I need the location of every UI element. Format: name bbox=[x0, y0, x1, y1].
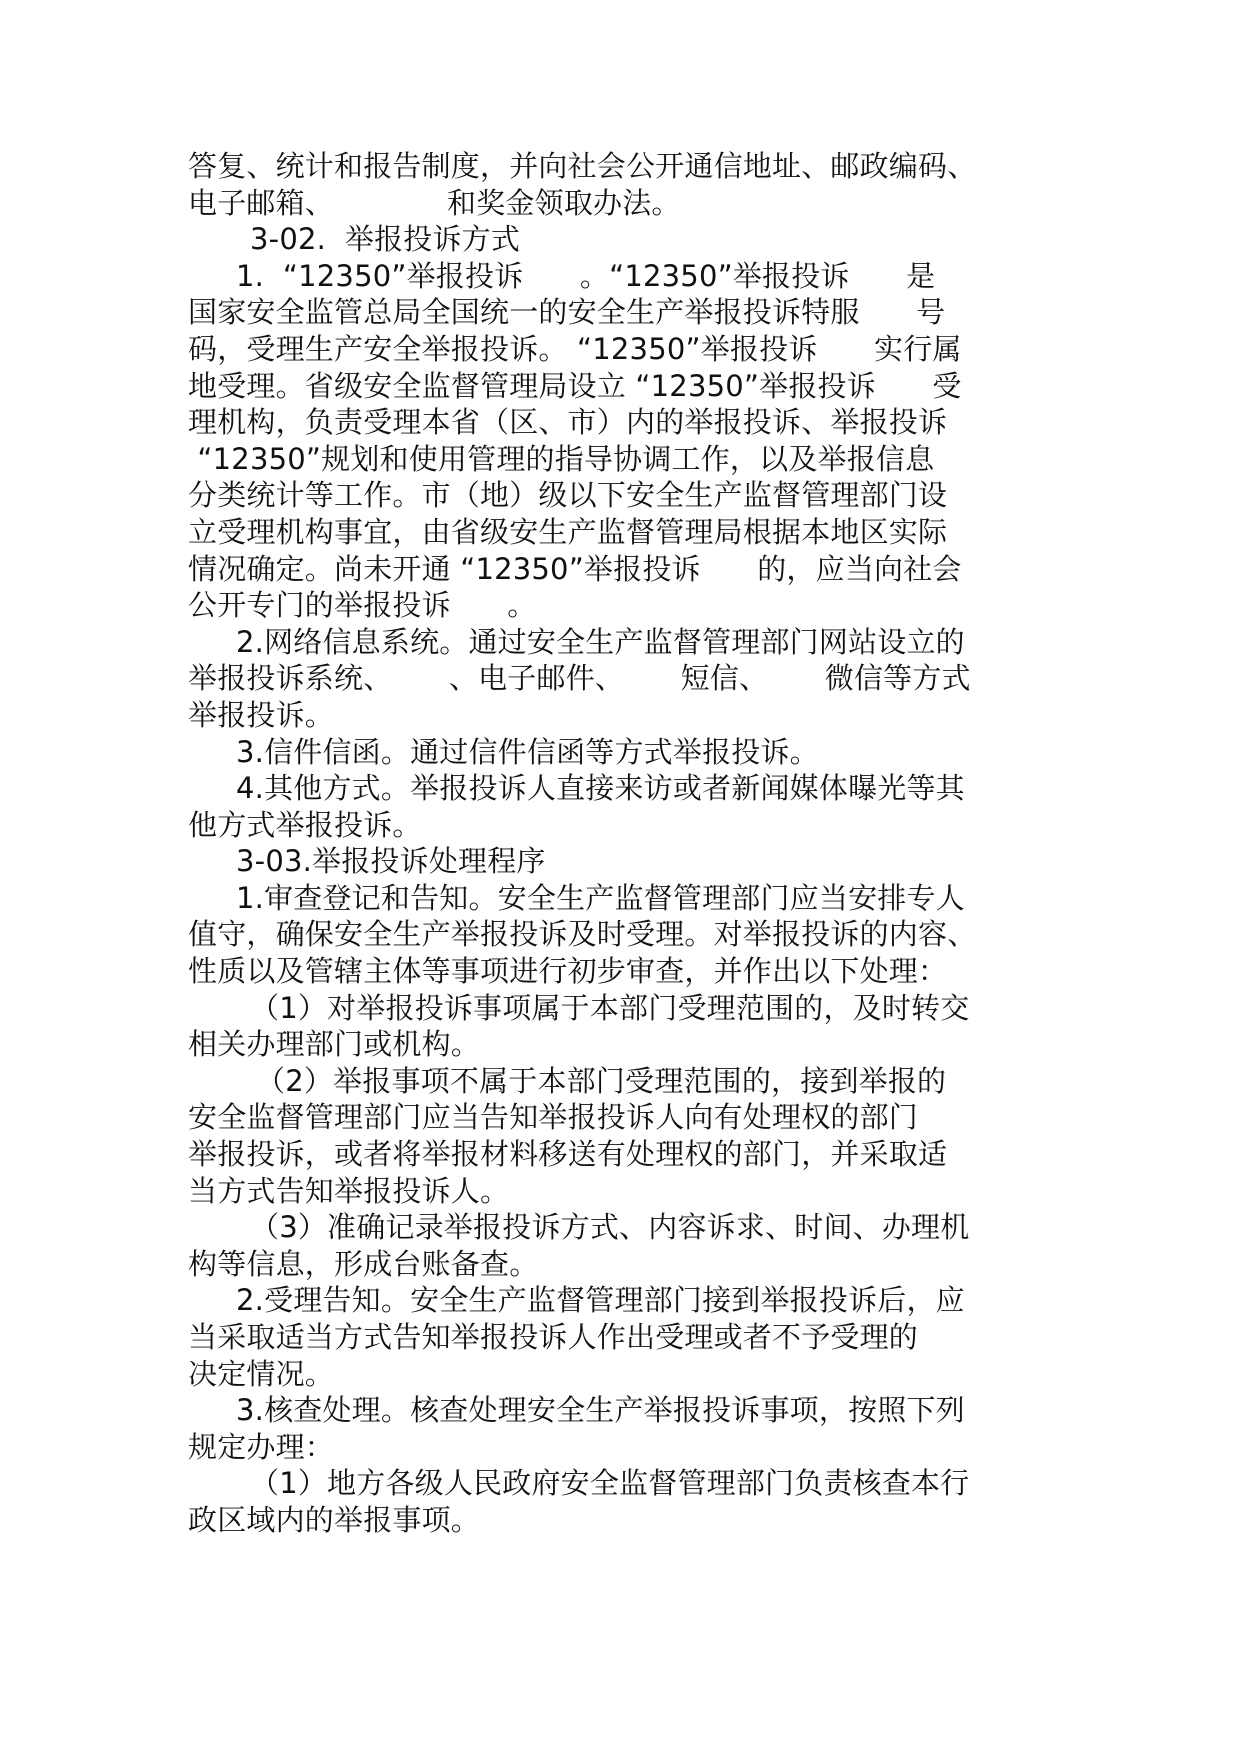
body-line-1: 答复、统计和报告制度，并向社会公开通信地址、邮政编码、 bbox=[188, 149, 977, 183]
body-line-33: 当采取适当方式告知举报投诉人作出受理或者不予受理的 bbox=[188, 1320, 919, 1354]
body-line-5: 国家安全监管总局全国统一的安全生产举报投诉特服 号 bbox=[188, 295, 946, 330]
body-line-18: 4.其他方式。举报投诉人直接来访或者新闻媒体曝光等其 bbox=[236, 771, 965, 806]
body-line-35: 3.核查处理。核查处理安全生产举报投诉事项，按照下列 bbox=[236, 1393, 965, 1428]
body-line-29: 当方式告知举报投诉人。 bbox=[188, 1173, 510, 1208]
body-line-34: 决定情况。 bbox=[188, 1356, 335, 1391]
body-line-25: 相关办理部门或机构。 bbox=[188, 1027, 481, 1062]
body-line-13: 公开专门的举报投诉 。 bbox=[188, 588, 537, 623]
body-line-15: 举报投诉系统、 、电子邮件、 短信、 微信等方式 bbox=[188, 661, 971, 696]
body-line-28: 举报投诉，或者将举报材料移送有处理权的部门，并采取适 bbox=[188, 1137, 948, 1172]
body-line-16: 举报投诉。 bbox=[188, 697, 335, 732]
body-line-6: 码，受理生产安全举报投诉。 “12350”举报投诉 实行属 bbox=[188, 331, 962, 366]
body-line-14: 2.网络信息系统。通过安全生产监督管理部门网站设立的 bbox=[236, 624, 965, 659]
body-line-4: 1. “12350”举报投诉 。“12350”举报投诉 是 bbox=[236, 258, 936, 293]
body-line-23: 性质以及管辖主体等事项进行初步审查，并作出以下处理： bbox=[188, 954, 948, 989]
body-line-11: 立受理机构事宜，由省级安生产监督管理局根据本地区实际 bbox=[188, 514, 948, 549]
body-line-22: 值守，确保安全生产举报投诉及时受理。对举报投诉的内容、 bbox=[188, 917, 977, 952]
body-line-10: 分类统计等工作。市（地）级以下安全生产监督管理部门设 bbox=[188, 478, 948, 513]
body-line-30: （3）准确记录举报投诉方式、内容诉求、时间、办理机 bbox=[250, 1210, 970, 1245]
section-heading-3-03: 3-03.举报投诉处理程序 bbox=[236, 844, 546, 879]
body-line-2: 电子邮箱、 和奖金领取办法。 bbox=[188, 185, 681, 220]
body-line-26: （2）举报事项不属于本部门受理范围的，接到举报的 bbox=[256, 1063, 947, 1098]
body-line-32: 2.受理告知。安全生产监督管理部门接到举报投诉后，应 bbox=[236, 1283, 965, 1318]
body-line-9: “12350”规划和使用管理的指导协调工作，以及举报信息 bbox=[188, 441, 935, 476]
section-heading-3-02: 3-02. 举报投诉方式 bbox=[250, 222, 521, 257]
body-line-17: 3.信件信函。通过信件信函等方式举报投诉。 bbox=[236, 734, 819, 769]
body-line-27: 安全监督管理部门应当告知举报投诉人向有处理权的部门 bbox=[188, 1100, 919, 1135]
body-line-8: 理机构，负责受理本省（区、市）内的举报投诉、举报投诉 bbox=[188, 405, 948, 440]
body-line-31: 构等信息，形成台账备查。 bbox=[188, 1246, 539, 1281]
document-body bbox=[188, 148, 1068, 1539]
body-line-21: 1.审查登记和告知。安全生产监督管理部门应当安排专人 bbox=[236, 880, 965, 915]
body-line-38: 政区域内的举报事项。 bbox=[188, 1502, 481, 1537]
body-line-24: （1）对举报投诉事项属于本部门受理范围的，及时转交 bbox=[250, 990, 970, 1025]
body-line-37: （1）地方各级人民政府安全监督管理部门负责核查本行 bbox=[250, 1466, 970, 1501]
body-line-19: 他方式举报投诉。 bbox=[188, 807, 422, 842]
body-line-7: 地受理。省级安全监督管理局设立 “12350”举报投诉 受 bbox=[188, 368, 962, 403]
body-line-36: 规定办理： bbox=[188, 1429, 335, 1464]
body-line-12: 情况确定。尚未开通 “12350”举报投诉 的，应当向社会 bbox=[188, 551, 962, 586]
